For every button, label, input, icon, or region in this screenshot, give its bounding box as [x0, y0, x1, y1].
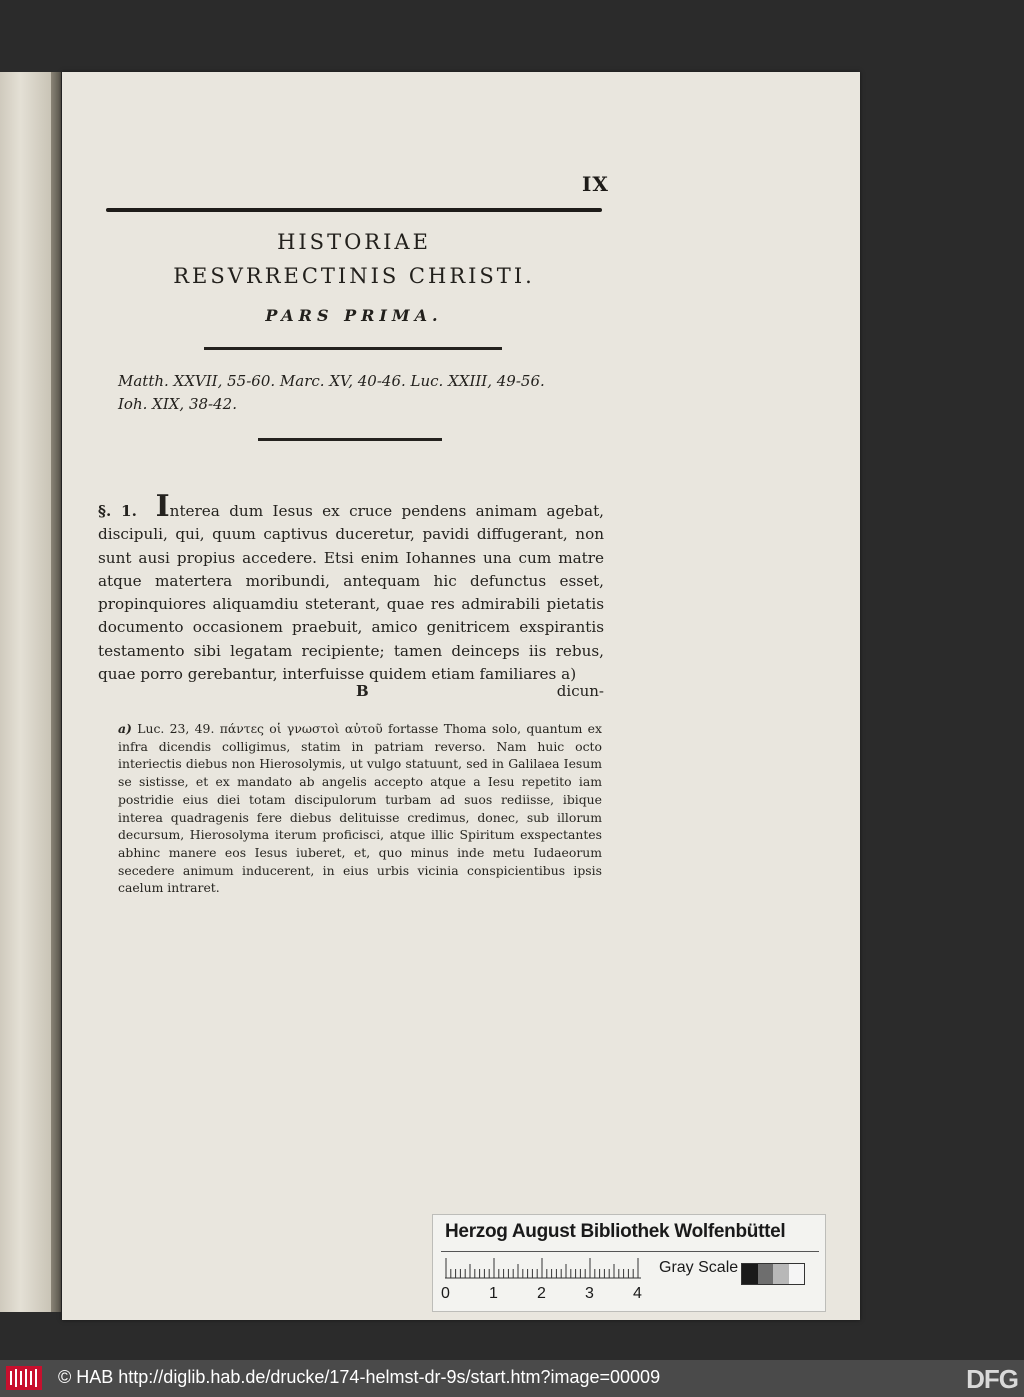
scripture-references: [118, 370, 608, 416]
header-rule: [106, 208, 602, 212]
ruler-number: 3: [585, 1285, 594, 1302]
page-number: IX: [582, 172, 609, 196]
dfg-logo: DFG: [966, 1364, 1018, 1394]
ruler-number: 2: [537, 1285, 546, 1302]
ruler-scale: [445, 1257, 645, 1279]
title-rule: [204, 347, 502, 350]
gray-scale-label: Gray Scale: [659, 1259, 739, 1276]
facing-page-edge: [0, 72, 52, 1312]
gray-swatch: [789, 1264, 805, 1284]
subtitle: PARS PRIMA.: [265, 306, 443, 325]
paragraph-mark: §. 1.: [98, 502, 137, 520]
catch-row: [98, 682, 604, 706]
ruler-ticks: [445, 1257, 645, 1279]
footer-bar: [0, 1360, 1024, 1397]
gray-swatch: [773, 1264, 789, 1284]
gray-swatch: [758, 1264, 774, 1284]
section-rule: [258, 438, 442, 441]
ruler-numbers: [439, 1285, 659, 1305]
color-chart: [432, 1214, 826, 1312]
chart-institution: Herzog August Bibliothek Wolfenbüttel: [445, 1221, 786, 1242]
book-gutter: [51, 72, 61, 1312]
footnote: [118, 720, 602, 897]
footnote-mark: a): [118, 721, 132, 736]
footer-credit-link[interactable]: © HAB http://diglib.hab.de/drucke/174-helmst-dr-9s/start.htm?image=00009: [58, 1367, 661, 1387]
title-line-1: HISTORIAE: [277, 230, 431, 254]
ruler-number: 0: [441, 1285, 450, 1302]
catchword: dicun-: [556, 682, 604, 700]
main-paragraph: [98, 489, 605, 686]
footnote-text: Luc. 23, 49. πάντες οἱ γνωστοὶ αὐτοῦ fortasse Thoma solo, quantum ex infra dicendis colligimus, statim in patriam reverso. Nam huic octo interiectis diebus non Hierosolymis, ut vulgo statuunt, sed in Galilaea Iesum se sistisse, et ex mandato ab angelis accepto atque a Iesu repetito iam postridie eius diei totam discipulorum turbam ad suos rediisse, ibique interea quadragenis fere diebus delituisse credimus, donec, sub illorum decursum, Hierosolyma iterum proficisci, atque illic Spiritum exspectantes abhinc manere eos Iesus iuberet, et, quo minus inde metu Iudaeorum secedere animum inducerent, in eius urbis vicinia conspicientibus ipsis caelum intraret.: [118, 721, 602, 896]
hab-logo-icon: [6, 1366, 42, 1390]
signature-mark: B: [356, 682, 369, 700]
main-text: nterea dum Iesus ex cruce pendens animam agebat, discipuli, qui, quum captivus duceretur, pavidi diffugerant, non sunt ausi propius accedere. Etsi enim Iohannes una cum matre atque matertera moribundi, antequam hic defunctus esset, propinquiores aliquamdiu steterant, quae res admirabili pietatis documento occasionem praebuit, amico genitricem exspirantis testamento sibi legatam recipiente; tamen deinceps iis rebus, quae porro gerebantur, interfuisse quidem etiam familiares a): [98, 502, 605, 684]
gray-scale-swatches: [741, 1263, 805, 1285]
reference-line-2: Ioh. XIX, 38-42.: [118, 395, 237, 413]
ruler-number: 4: [633, 1285, 642, 1302]
title-line-2: RESVRRECTINIS CHRISTI.: [173, 264, 535, 288]
chart-divider: [441, 1251, 819, 1252]
reference-line-1: Matth. XXVII, 55-60. Marc. XV, 40-46. Luc. XXIII, 49-56.: [118, 372, 545, 390]
ruler-number: 1: [489, 1285, 498, 1302]
initial-letter: I: [155, 489, 170, 524]
gray-swatch: [742, 1264, 758, 1284]
